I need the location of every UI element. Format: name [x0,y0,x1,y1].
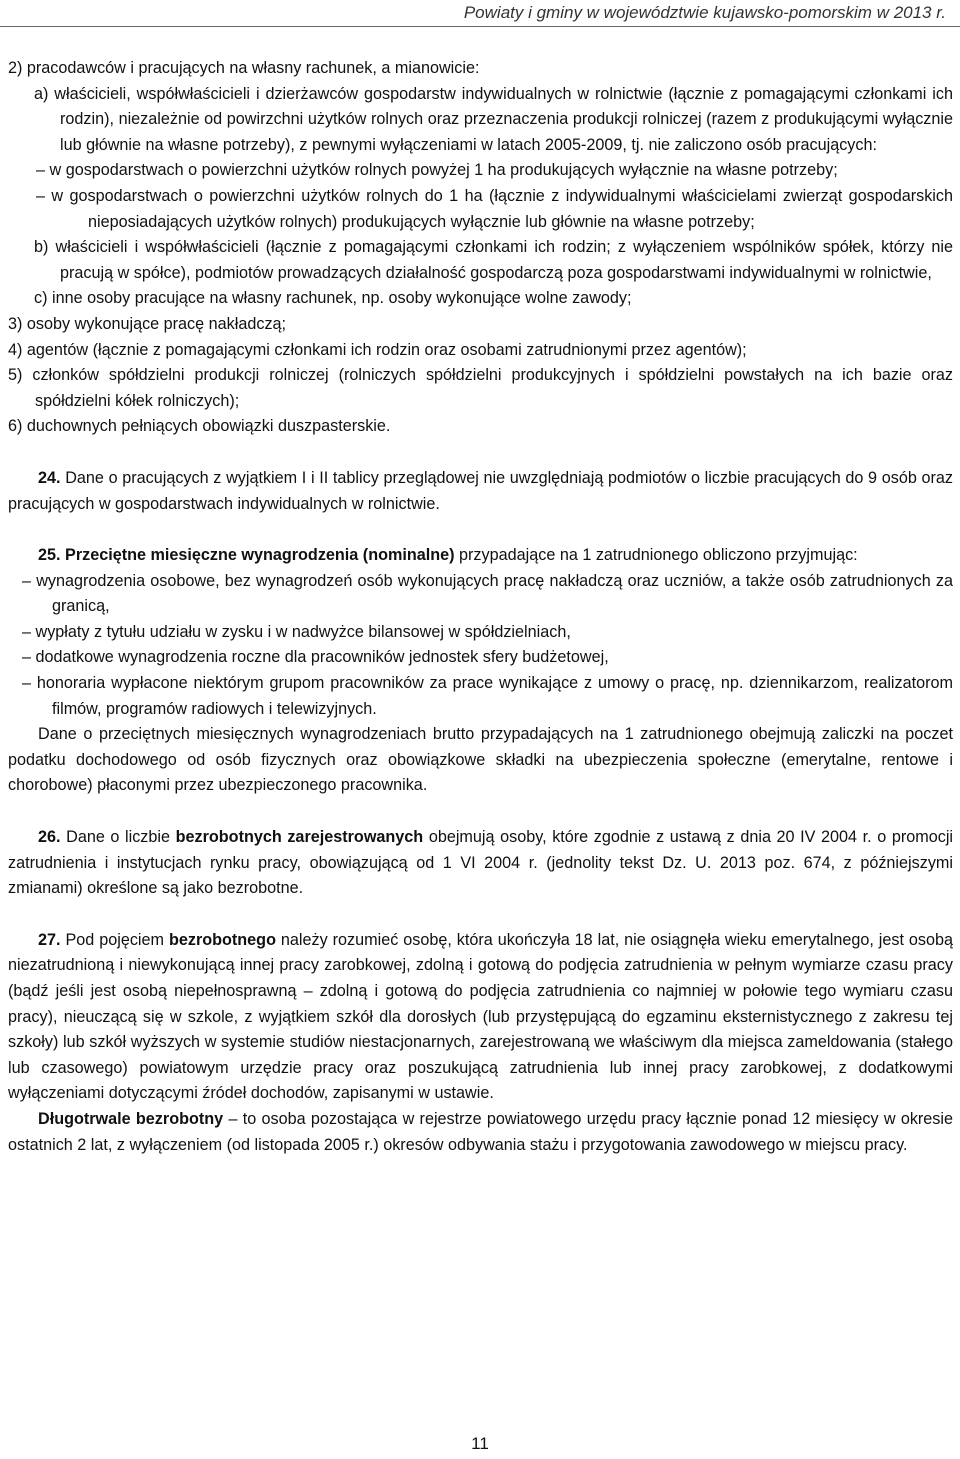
list-item-2a: a) właścicieli, współwłaścicieli i dzierżawców gospodarstw indywidualnych w rolnictwie (łącznie z pomagającymi członkami ich rodzin), niezależnie od powirzchni użytków rolnych oraz przeznaczenia produkcji rolniczej (razem z produkującymi wyłącznie lub głównie na własne potrzeby), z pewnymi wyłączeniami w latach 2005-2009, tj. nie zaliczono osób pracujących: [34,84,953,154]
list-item-2c: c) inne osoby pracujące na własny rachunek, np. osoby wykonujące wolne zawody; [34,289,632,308]
note-27-text: należy rozumieć osobę, która ukończyła 18 lat, nie osiągnęła wieku emerytalnego, jest osobą niezatrudnioną i niewykonującą innej pracy zarobkowej, zdolną i gotową do podjęcia zatrudnienia w pełnym wymiarze czasu pracy (bądź jeśli jest osobą niepełnosprawną – zdolną i gotową do podjęcia zatrudnienia co najmniej w połowie tego wymiaru czasu pracy), nieuczącą się w szkole, z wyjątkiem szkół dla dorosłych (lub przystępującą do egzaminu eksternistycznego z zakresu tej szkoły) lub szkół wyższych w systemie studiów niestacjonarnych, zarejestrowaną we właściwym dla miejsca zameldowania (stałego lub czasowego) powiatowym urzędzie pracy oraz poszukującą zatrudnienia lub innej pracy zarobkowej, z dodatkowymi wyłączeniami dotyczącymi źródeł dochodów, zapisanymi w ustawie. [8,930,954,1103]
note-26-number: 26. [38,828,61,847]
note-25-dash-1: – wynagrodzenia osobowe, bez wynagrodzeń osób wykonujących pracę nakładczą oraz uczniów, a także osób zatrudnionych za granicą, [22,571,953,616]
note-24-text: Dane o pracujących z wyjątkiem I i II tablicy przeglądowej nie uwzględniają podmiotów o liczbie pracujących do 9 osób oraz pracujących w gospodarstwach indywidualnych w rolnictwie. [8,468,953,513]
note-27-term-2: Długotrwale bezrobotny [38,1109,224,1128]
page-body [8,56,953,1158]
note-25-dash-2: – wypłaty z tytułu udziału w zysku i w nadwyżce bilansowej w spółdzielniach, [22,622,571,641]
note-27-number: 27. [38,930,61,949]
note-25-dash-4: – honoraria wypłacone niektórym grupom pracowników za prace wynikające z umowy o pracę, np. dziennikarzom, realizatorom filmów, programów radiowych i telewizyjnych. [22,674,953,718]
running-header: Powiaty i gminy w województwie kujawsko-pomorskim w 2013 r. [463,3,946,22]
note-25-dash-3: – dodatkowe wynagrodzenia roczne dla pracowników jednostek sfery budżetowej, [22,648,609,667]
note-25-number: 25. [38,546,61,565]
list-item-2a-dash-2: – w gospodarstwach o powierzchni użytków rolnych do 1 ha (łącznie z indywidualnymi właścicielami zwierząt gospodarskich nieposiadających użytków rolnych) produkujących wyłącznie lub głównie na własne potrzeby; [36,186,953,231]
note-24-number: 24. [38,468,61,487]
note-25 [8,543,953,569]
list-item-4: 4) agentów (łącznie z pomagającymi członkami ich rodzin oraz osobami zatrudnionymi przez agentów); [8,340,747,359]
note-25-paragraph: Dane o przeciętnych miesięcznych wynagrodzeniach brutto przypadających na 1 zatrudnionego obejmują zaliczki na poczet podatku dochodowego od osób fizycznych oraz obowiązkowe składki na ubezpieczenia społeczne (emerytalne, rentowe i chorobowe) płaconymi przez ubezpieczonego pracownika. [8,725,953,795]
list-item-2: 2) pracodawców i pracujących na własny rachunek, a mianowicie: [8,59,480,77]
note-25-term: Przeciętne miesięczne wynagrodzenia (nominalne) [65,546,455,565]
note-26-term: bezrobotnych zarejestrowanych [175,828,424,847]
note-27-term: bezrobotnego [168,930,276,949]
list-item-2b: b) właścicieli i współwłaścicieli (łącznie z pomagającymi członkami ich rodzin; z wyłączeniem wspólników spółek, którzy nie pracują w spółce), podmiotów prowadzących działalność gospodarczą poza gospodarstwami indywidualnymi w rolnictwie, [34,238,953,282]
list-item-6: 6) duchownych pełniących obowiązki duszpasterskie. [8,417,391,436]
list-item-3: 3) osoby wykonujące pracę nakładczą; [8,314,287,333]
note-27-pre: Pod pojęciem [65,930,164,949]
note-24 [8,466,953,517]
note-27-paragraph [8,1107,953,1158]
note-27 [8,928,953,1107]
note-26-pre: Dane o liczbie [66,828,171,847]
page-number: 11 [471,1434,489,1453]
list-item-5: 5) członków spółdzielni produkcji rolniczej (rolniczych spółdzielni produkcyjnych i spółdzielni powstałych na ich bazie oraz spółdzielni kółek rolniczych); [8,366,953,410]
note-26-text: obejmują osoby, które zgodnie z ustawą z dnia 20 IV 2004 r. o promocji zatrudnienia i instytucjach rynku pracy, obowiązującą od 1 VI 2004 r. (jednolity tekst Dz. U. 2013 poz. 674, z późniejszymi zmianami) określone są jako bezrobotne. [8,828,954,898]
header-divider [0,26,960,27]
note-26 [8,825,953,902]
list-item-2a-dash-1: – w gospodarstwach o powierzchni użytków rolnych powyżej 1 ha produkujących wyłącznie na własne potrzeby; [36,161,838,180]
note-27-text-2: – to osoba pozostająca w rejestrze powiatowego urzędu pracy łącznie ponad 12 miesięcy w okresie ostatnich 2 lat, z wyłączeniem (od listopada 2005 r.) okresów odbywania stażu i przygotowania zawodowego w miejscu pracy. [8,1109,953,1154]
note-25-text: przypadające na 1 zatrudnionego obliczono przyjmując: [459,546,858,565]
